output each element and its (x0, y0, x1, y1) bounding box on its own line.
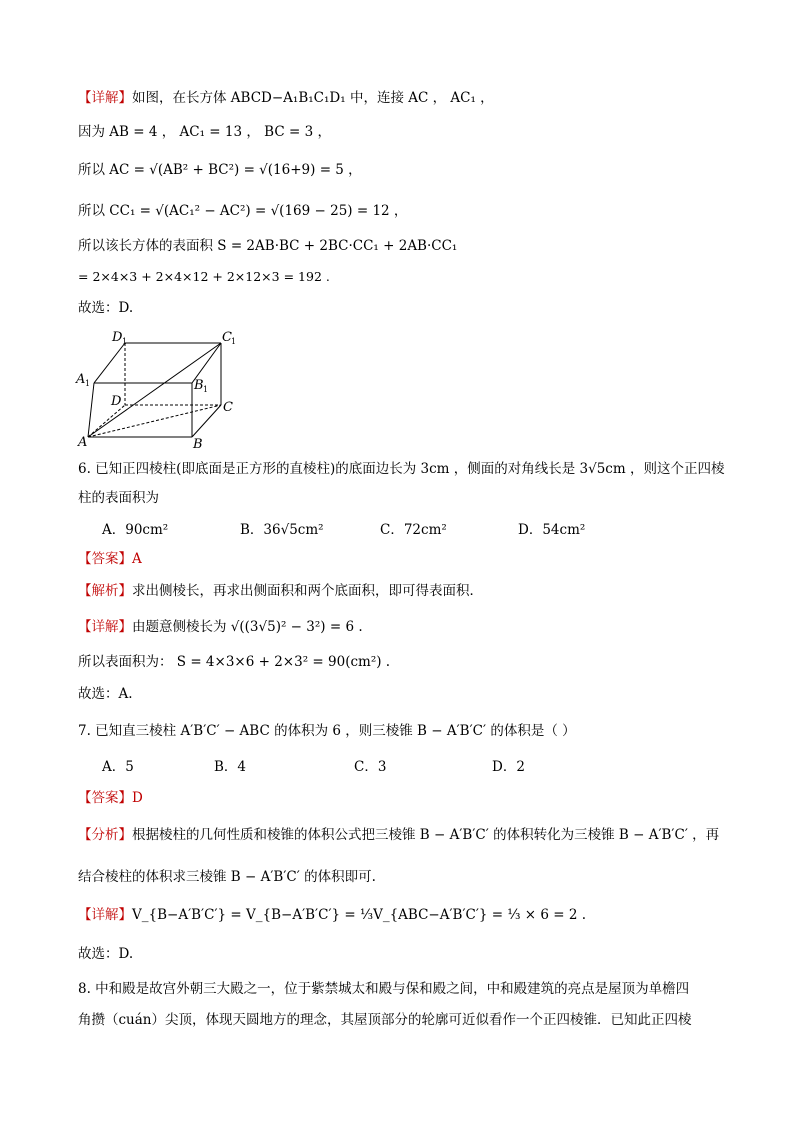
p5-area-calc: = 2×4×3 + 2×4×12 + 2×12×3 = 192 . (78, 269, 330, 284)
edge-a1a (88, 383, 94, 437)
p7-answer (78, 792, 143, 806)
label-a1: A (76, 372, 86, 387)
p5-choice: 故选：D. (78, 300, 134, 316)
edge-b1c1 (192, 343, 221, 383)
p6-question-line1: 6. 已知正四棱柱(即底面是正方形的直棱柱)的底面边长为 3cm ，侧面的对角线长是 3√5cm ，则这个正四棱 (78, 461, 725, 477)
cuboid-figure (70, 325, 250, 450)
p7-analysis-text1: 根据棱柱的几何性质和棱锥的体积公式把三棱锥 B − A′B′C′ 的体积转化为三棱锥 B − A′B′C′ ，再 (132, 827, 720, 843)
p7-detail-text: V_{B−A′B′C′} = V_{B−A′B′C′} = ⅓V_{ABC−A′B′C′} = ⅓ × 6 = 2 . (132, 907, 587, 923)
p6-option-d: D．54cm² (518, 522, 586, 538)
p8-line1: 8. 中和殿是故宫外朝三大殿之一，位于紫禁城太和殿与保和殿之间，中和殿建筑的亮点是屋顶为单檐四 (78, 981, 690, 997)
p6-detail-tag: 【详解】 (78, 619, 132, 635)
p5-detail-line (78, 92, 494, 106)
label-b1: B (194, 378, 204, 393)
p5-cc1-line: 所以 CC₁ = √(AC₁² − AC²) = √(169 − 25) = 12 ， (78, 203, 408, 219)
p7-answer-value: D (132, 790, 143, 806)
p6-area-line: 所以表面积为： S = 4×3×6 + 2×3² = 90(cm²) . (78, 654, 391, 670)
p8-line2: 角攒（cuán）尖顶，体现天圆地方的理念，其屋顶部分的轮廓可近似看作一个正四棱锥．已知此正四棱 (78, 1012, 692, 1028)
p7-answer-tag: 【答案】 (78, 790, 132, 806)
p6-answer (78, 553, 142, 567)
p5-detail-tag: 【详解】 (78, 90, 132, 106)
p6-choice: 故选：A. (78, 686, 133, 702)
edge-bc (192, 405, 221, 437)
label-a1-sub: 1 (85, 379, 91, 388)
label-c: C (223, 400, 233, 415)
p6-analysis-tag: 【解析】 (78, 583, 132, 599)
p7-option-a: A．5 (102, 759, 134, 775)
p5-detail-text: 如图，在长方体 ABCD−A₁B₁C₁D₁ 中，连接 AC ， AC₁ ， (132, 90, 494, 106)
label-d1-sub: 1 (122, 337, 128, 346)
p6-option-a: A．90cm² (102, 522, 169, 538)
p6-analysis-text: 求出侧棱长，再求出侧面积和两个底面积，即可得表面积． (132, 583, 483, 599)
p7-analysis-line2: 结合棱柱的体积求三棱锥 B − A′B′C′ 的体积即可. (78, 869, 376, 885)
p7-option-d: D．2 (492, 759, 525, 775)
p6-analysis (78, 585, 483, 599)
p5-area-line: 所以该长方体的表面积 S = 2AB·BC + 2BC·CC₁ + 2AB·CC₁ (78, 238, 458, 254)
label-d1: D (112, 330, 123, 345)
p6-question-line2: 柱的表面积为 (78, 490, 159, 506)
p6-detail (78, 621, 363, 635)
p7-option-b: B．4 (214, 759, 247, 775)
p7-question: 7. 已知直三棱柱 A′B′C′ − ABC 的体积为 6 ，则三棱锥 B − A′B′C′ 的体积是（ ） (78, 723, 576, 739)
label-c1: C (222, 330, 232, 345)
diag-ac (88, 405, 221, 437)
label-d: D (111, 394, 122, 409)
p7-analysis-tag: 【分析】 (78, 827, 132, 843)
p6-answer-value: A (132, 551, 142, 567)
p7-option-c: C．3 (354, 759, 387, 775)
label-b: B (193, 437, 203, 450)
p5-ac-line: 所以 AC = √(AB² + BC²) = √(16+9) = 5 ， (78, 162, 362, 178)
p7-analysis-line1 (78, 829, 719, 843)
p6-detail-text: 由题意侧棱长为 √((3√5)² − 3²) = 6 . (132, 619, 363, 635)
p6-option-b: B．36√5cm² (240, 522, 324, 538)
p7-options (102, 761, 525, 775)
p6-options (102, 524, 585, 538)
p7-detail (78, 909, 586, 923)
edge-ad (88, 405, 125, 437)
p6-answer-tag: 【答案】 (78, 551, 132, 567)
label-c1-sub: 1 (231, 337, 237, 346)
p7-detail-tag: 【详解】 (78, 907, 132, 923)
label-a: A (78, 435, 88, 450)
p6-option-c: C．72cm² (380, 522, 447, 538)
label-b1-sub: 1 (203, 385, 209, 394)
p5-given-line: 因为 AB = 4 ， AC₁ = 13 ， BC = 3 ， (78, 124, 331, 140)
edge-a1d1 (94, 343, 125, 383)
p7-choice: 故选：D. (78, 946, 134, 962)
